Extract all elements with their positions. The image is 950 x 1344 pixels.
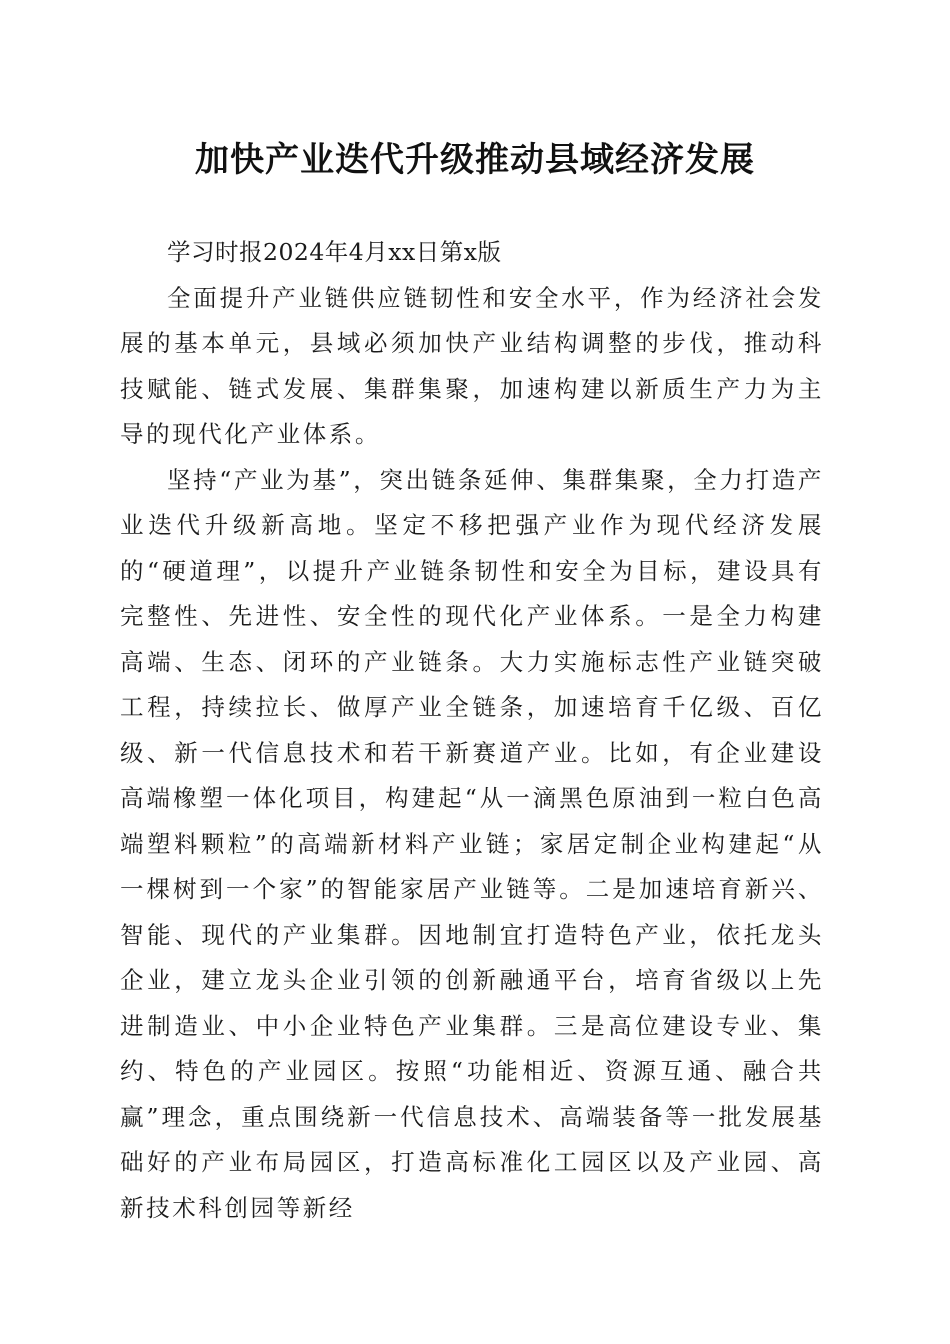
paragraph-intro: 全面提升产业链供应链韧性和安全水平，作为经济社会发展的基本单元，县域必须加快产业结构调整的步伐，推动科技赋能、链式发展、集群集聚，加速构建以新质生产力为主导的现代化产业体系。 <box>120 283 824 448</box>
document-body <box>120 230 824 1231</box>
document-title: 加快产业迭代升级推动县域经济发展 <box>195 140 755 180</box>
paragraph-industry-base: 坚持“产业为基”，突出链条延伸、集群集聚，全力打造产业迭代升级新高地。坚定不移把强产业作为现代经济发展的“硬道理”，以提升产业链条韧性和安全为目标，建设具有完整性、先进性、安全性的现代化产业体系。一是全力构建高端、生态、闭环的产业链条。大力实施标志性产业链突破工程，持续拉长、做厚产业全链条，加速培育千亿级、百亿级、新一代信息技术和若干新赛道产业。比如，有企业建设高端橡塑一体化项目，构建起“从一滴黑色原油到一粒白色高端塑料颗粒”的高端新材料产业链；家居定制企业构建起“从一棵树到一个家”的智能家居产业链等。二是加速培育新兴、智能、现代的产业集群。因地制宜打造特色产业，依托龙头企业，建立龙头企业引领的创新融通平台，培育省级以上先进制造业、中小企业特色产业集群。三是高位建设专业、集约、特色的产业园区。按照“功能相近、资源互通、融合共赢”理念，重点围绕新一代信息技术、高端装备等一批发展基础好的产业布局园区，打造高标准化工园区以及产业园、高新技术科创园等新经 <box>120 465 824 1222</box>
source-line: 学习时报2024年4月xx日第x版 <box>167 238 502 266</box>
